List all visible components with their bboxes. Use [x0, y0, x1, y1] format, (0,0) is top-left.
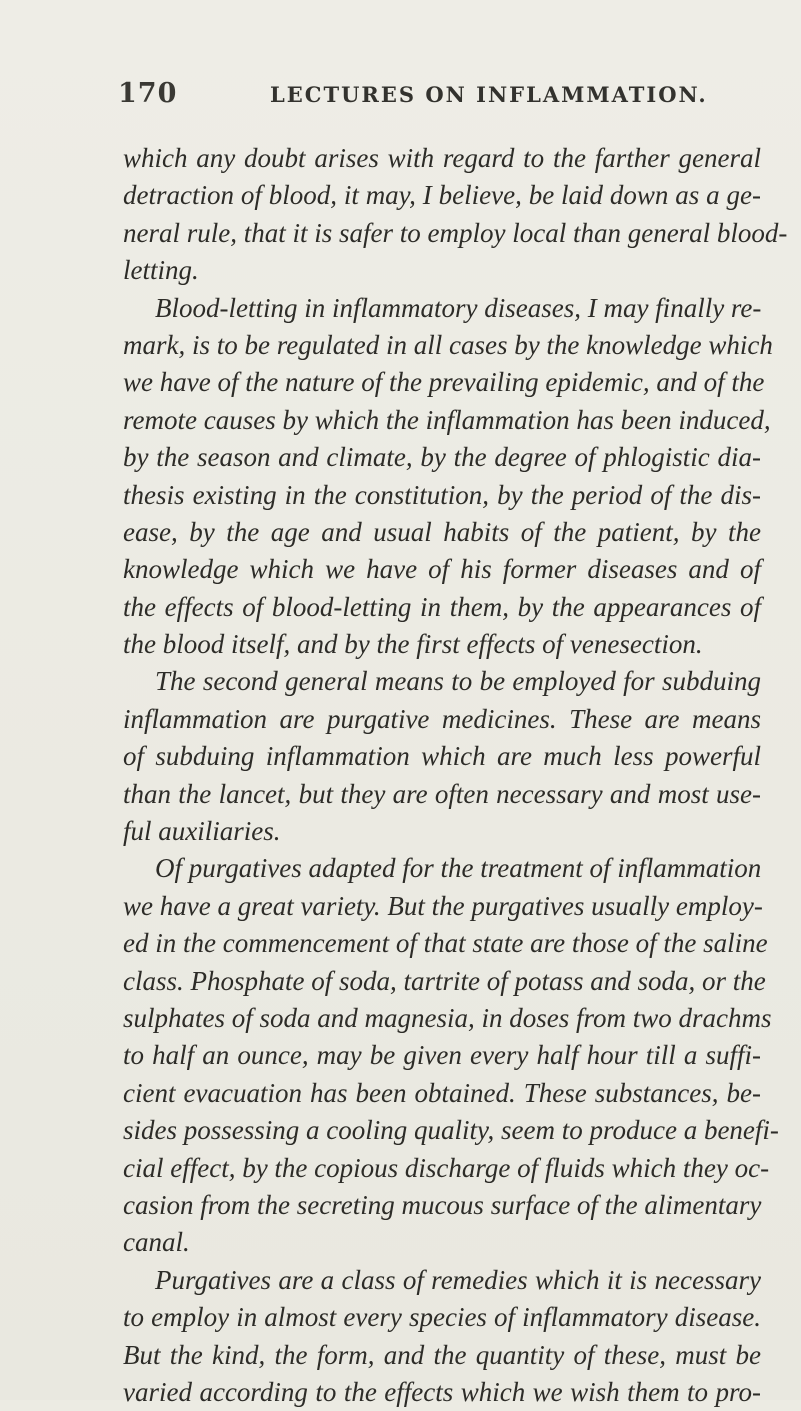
text-line: Blood-letting in inflammatory diseases, I may finally re- [155, 292, 762, 323]
text-line: cient evacuation has been obtained. These substances, be- [123, 1077, 761, 1108]
text-line: thesis existing in the constitution, by the period of the dis- [123, 479, 761, 510]
page-number: 170 [118, 78, 178, 109]
text-line: detraction of blood, it may, I believe, be laid down as a ge- [123, 180, 761, 211]
text-line: ease, by the age and usual habits of the patient, by the [123, 516, 761, 547]
text-line: But the kind, the form, and the quantity of these, must be [123, 1339, 761, 1370]
text-line: we have a great variety. But the purgatives usually employ- [123, 890, 763, 921]
text-line: sides possessing a cooling quality, seem to produce a benefi- [123, 1115, 779, 1146]
text-line: cial effect, by the copious discharge of fluids which they oc- [123, 1152, 770, 1183]
running-head: LECTURES ON INFLAMMATION. [270, 82, 708, 107]
text-line: ed in the commencement of that state are those of the saline [123, 928, 768, 959]
text-line: casion from the secreting mucous surface of the alimentary [123, 1189, 762, 1220]
text-line: inflammation are purgative medicines. These are means [123, 703, 761, 734]
text-line: by the season and climate, by the degree of phlogistic dia- [123, 442, 761, 473]
text-line: mark, is to be regulated in all cases by the knowledge which [123, 329, 773, 360]
text-line: class. Phosphate of soda, tartrite of potass and soda, or the [123, 965, 766, 996]
text-line: The second general means to be employed for subduing [155, 666, 761, 697]
page-header [118, 78, 758, 118]
text-line: knowledge which we have of his former diseases and of [123, 554, 761, 585]
body-text [123, 140, 788, 1411]
text-line: remote causes by which the inflammation has been induced, [123, 404, 771, 435]
text-line: Purgatives are a class of remedies which it is necessary [155, 1264, 761, 1295]
text-line: ful auxiliaries. [123, 816, 281, 847]
text-line: canal. [123, 1227, 190, 1258]
text-line: sulphates of soda and magnesia, in doses from two drachms [123, 1002, 772, 1033]
text-line: letting. [123, 255, 199, 286]
text-line: to half an ounce, may be given every half hour till a suffi- [123, 1040, 761, 1071]
text-line: Of purgatives adapted for the treatment of inflammation [155, 853, 762, 884]
text-line: varied according to the effects which we wish them to pro- [123, 1376, 761, 1407]
text-line: which any doubt arises with regard to the farther general [123, 143, 761, 173]
text-line: we have of the nature of the prevailing epidemic, and of the [123, 367, 765, 398]
text-line: the blood itself, and by the first effects of venesection. [123, 629, 703, 660]
text-line: than the lancet, but they are often necessary and most use- [123, 778, 761, 809]
text-line: to employ in almost every species of inflammatory disease. [123, 1302, 761, 1333]
text-line: the effects of blood-letting in them, by the appearances of [123, 591, 761, 622]
text-line: of subduing inflammation which are much less powerful [123, 741, 761, 772]
text-line: neral rule, that it is safer to employ local than general blood- [123, 217, 788, 248]
